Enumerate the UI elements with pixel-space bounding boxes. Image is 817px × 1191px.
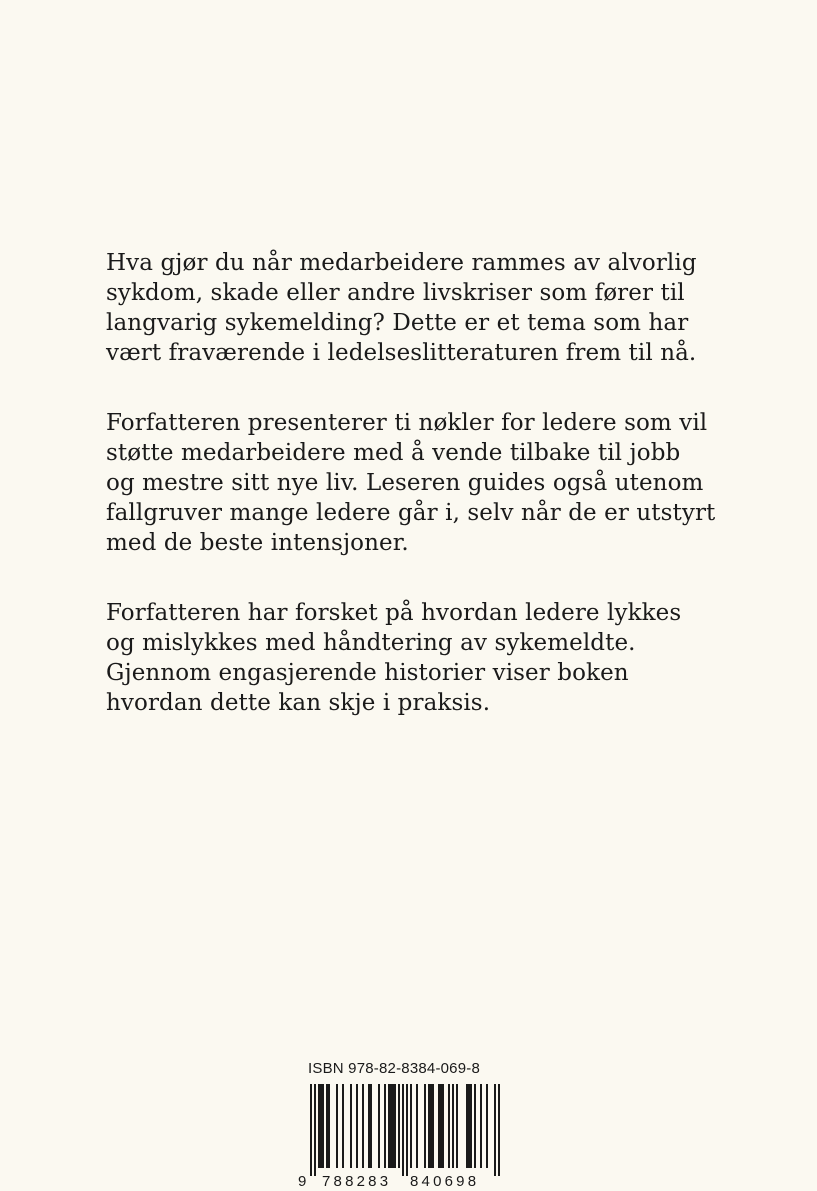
barcode-bar	[370, 1084, 372, 1168]
barcode-bar	[470, 1084, 472, 1168]
barcode-left-digits: 788283	[322, 1173, 392, 1190]
barcode-first-digit: 9	[298, 1173, 307, 1190]
isbn-label: ISBN 978-82-8384-069-8	[308, 1060, 481, 1077]
barcode-bar	[448, 1084, 450, 1168]
barcode-bar	[468, 1084, 470, 1168]
barcode-bar	[452, 1084, 454, 1168]
barcode-bar	[356, 1084, 358, 1168]
barcode-bar	[318, 1084, 320, 1168]
barcode-bar	[410, 1084, 412, 1168]
barcode-bar	[486, 1084, 488, 1168]
barcode-bar	[456, 1084, 458, 1168]
blurb-line: Forfatteren presenterer ti nøkler for ledere som vil	[106, 410, 708, 436]
barcode-bar	[336, 1084, 338, 1168]
blurb-paragraph-2	[106, 408, 726, 558]
barcode-bar	[394, 1084, 396, 1168]
barcode-bar	[314, 1084, 316, 1176]
barcode-bar	[466, 1084, 468, 1168]
barcode-bar	[428, 1084, 430, 1168]
blurb-line: langvarig sykemelding? Dette er et tema som har	[106, 310, 689, 336]
barcode-bar	[402, 1084, 404, 1176]
barcode-bar	[320, 1084, 322, 1168]
barcode-bar	[342, 1084, 344, 1168]
barcode-bar	[378, 1084, 380, 1168]
barcode-bar	[416, 1084, 418, 1168]
barcode-bar	[440, 1084, 442, 1168]
blurb-line: støtte medarbeidere med å vende tilbake til jobb	[106, 440, 681, 466]
barcode-bar	[498, 1084, 500, 1176]
barcode-bar	[442, 1084, 444, 1168]
barcode-bar	[432, 1084, 434, 1168]
blurb-line: Forfatteren har forsket på hvordan ledere lykkes	[106, 600, 682, 626]
barcode-bar	[322, 1084, 324, 1168]
blurb-paragraph-1	[106, 248, 726, 368]
barcode-bar	[350, 1084, 352, 1168]
barcode-bar	[368, 1084, 370, 1168]
blurb-line: Hva gjør du når medarbeidere rammes av alvorlig	[106, 250, 697, 276]
blurb-line: Gjennom engasjerende historier viser boken	[106, 660, 629, 686]
barcode-bar	[384, 1084, 386, 1168]
barcode-bar	[398, 1084, 400, 1168]
blurb-line: med de beste intensjoner.	[106, 530, 409, 556]
barcode-bar	[424, 1084, 426, 1168]
barcode-bar	[310, 1084, 312, 1176]
barcode-bar	[494, 1084, 496, 1176]
barcode-bar	[388, 1084, 390, 1168]
blurb-paragraph-3	[106, 598, 726, 718]
barcode-bar	[392, 1084, 394, 1168]
blurb-line: og mestre sitt nye liv. Leseren guides også utenom	[106, 470, 704, 496]
blurb-line: og mislykkes med håndtering av sykemeldte.	[106, 630, 636, 656]
barcode-bar	[480, 1084, 482, 1168]
barcode-bar	[406, 1084, 408, 1176]
blurb-line: hvordan dette kan skje i praksis.	[106, 690, 491, 716]
blurb-line: vært fraværende i ledelseslitteraturen frem til nå.	[106, 340, 697, 366]
blurb-line: fallgruver mange ledere går i, selv når de er utstyrt	[106, 500, 716, 526]
barcode-bar	[474, 1084, 476, 1168]
barcode-right-digits: 840698	[410, 1173, 480, 1190]
barcode-bar	[438, 1084, 440, 1168]
barcode-bar	[430, 1084, 432, 1168]
barcode-bar	[390, 1084, 392, 1168]
barcode-bar	[328, 1084, 330, 1168]
barcode-bar	[326, 1084, 328, 1168]
blurb-text	[106, 248, 726, 758]
barcode-image	[296, 1082, 506, 1190]
blurb-line: sykdom, skade eller andre livskriser som fører til	[106, 280, 685, 306]
barcode-bar	[362, 1084, 364, 1168]
